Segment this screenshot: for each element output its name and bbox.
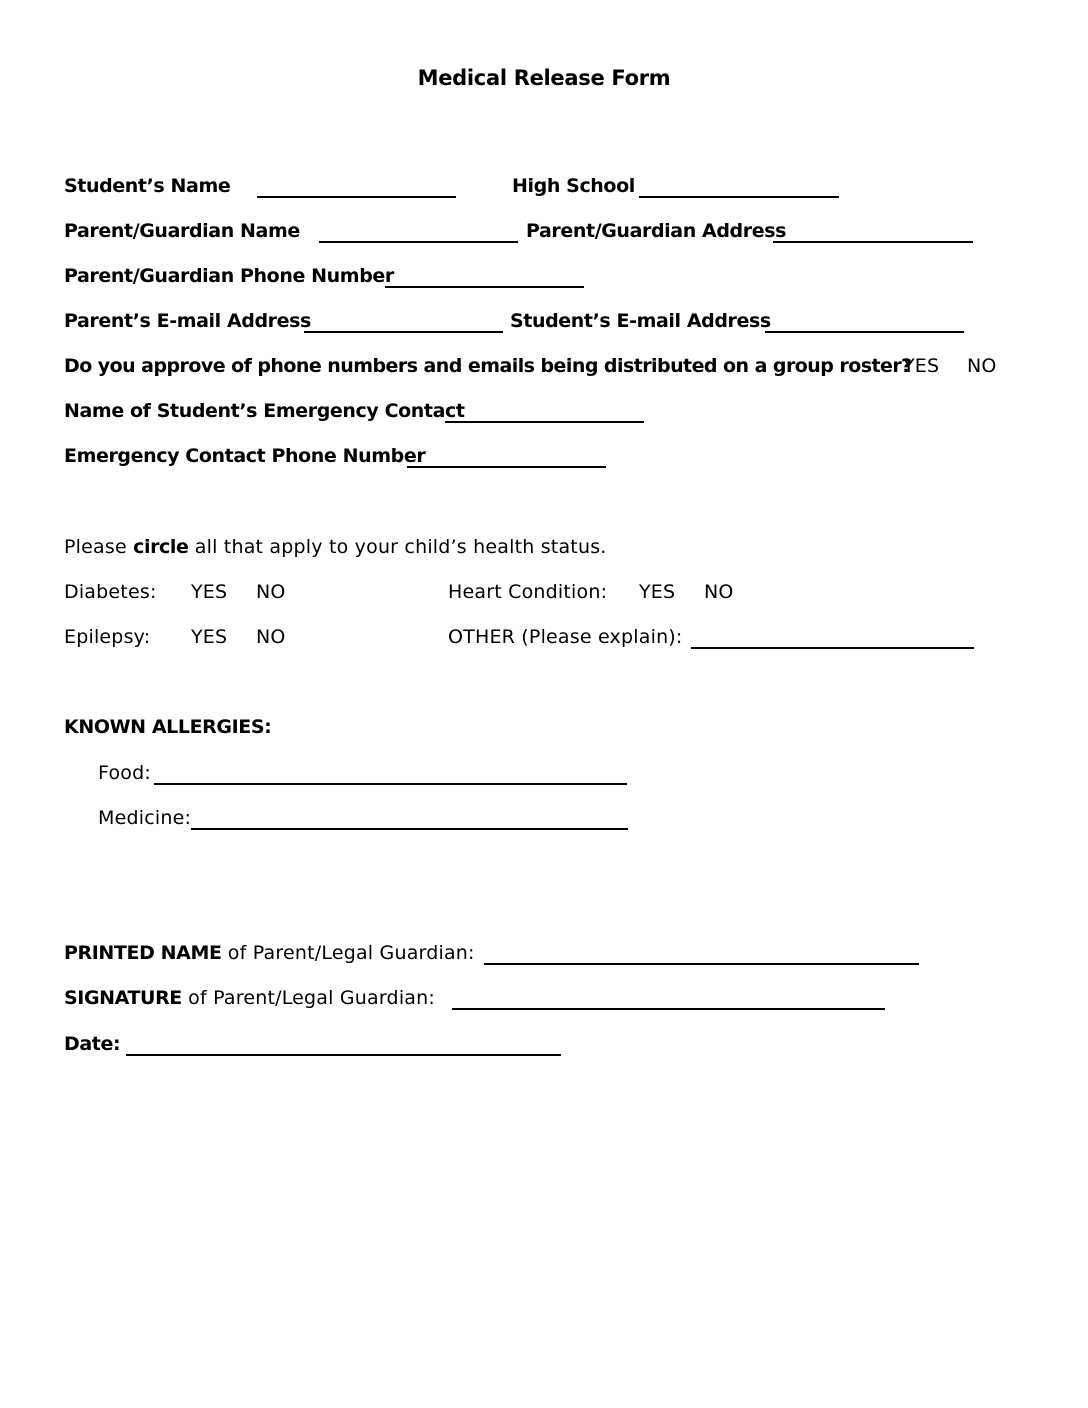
signature-rest: of Parent/Legal Guardian: xyxy=(181,987,435,1009)
other-explain-field[interactable] xyxy=(691,647,974,649)
parent-guardian-name-label: Parent/Guardian Name xyxy=(64,220,300,242)
parent-guardian-address-field[interactable] xyxy=(773,241,973,243)
printed-name-label xyxy=(64,942,475,964)
emergency-contact-phone-field[interactable] xyxy=(407,466,606,468)
roster-no-option[interactable]: NO xyxy=(967,355,997,377)
parent-email-field[interactable] xyxy=(304,331,503,333)
roster-question-label: Do you approve of phone numbers and emails being distributed on a group roster? xyxy=(64,355,912,377)
food-allergy-field[interactable] xyxy=(154,783,627,785)
student-email-label: Student’s E-mail Address xyxy=(510,310,771,332)
date-label: Date: xyxy=(64,1033,121,1055)
printed-name-bold: PRINTED NAME xyxy=(64,942,222,964)
health-intro-text xyxy=(64,536,607,558)
printed-name-rest: of Parent/Legal Guardian: xyxy=(221,942,475,964)
roster-yes-option[interactable]: YES xyxy=(903,355,940,377)
high-school-label: High School xyxy=(512,175,635,197)
students-name-field[interactable] xyxy=(257,196,456,198)
health-intro-prefix: Please xyxy=(64,536,134,558)
parent-guardian-phone-field[interactable] xyxy=(385,286,584,288)
diabetes-label: Diabetes: xyxy=(64,581,157,603)
epilepsy-no-option[interactable]: NO xyxy=(256,626,286,648)
high-school-field[interactable] xyxy=(639,196,839,198)
students-name-label: Student’s Name xyxy=(64,175,231,197)
medicine-allergy-field[interactable] xyxy=(191,828,628,830)
diabetes-no-option[interactable]: NO xyxy=(256,581,286,603)
health-intro-circle: circle xyxy=(133,536,189,558)
signature-field[interactable] xyxy=(452,1008,885,1010)
signature-bold: SIGNATURE xyxy=(64,987,182,1009)
other-label: OTHER (Please explain): xyxy=(448,626,683,648)
parent-guardian-phone-label: Parent/Guardian Phone Number xyxy=(64,265,394,287)
signature-label xyxy=(64,987,435,1009)
food-label: Food: xyxy=(98,762,151,784)
emergency-contact-name-label: Name of Student’s Emergency Contact xyxy=(64,400,465,422)
page-title: Medical Release Form xyxy=(417,66,671,90)
heart-yes-option[interactable]: YES xyxy=(639,581,676,603)
date-field[interactable] xyxy=(126,1054,561,1056)
parent-email-label: Parent’s E-mail Address xyxy=(64,310,311,332)
student-email-field[interactable] xyxy=(765,331,964,333)
parent-guardian-address-label: Parent/Guardian Address xyxy=(526,220,787,242)
emergency-contact-phone-label: Emergency Contact Phone Number xyxy=(64,445,426,467)
medicine-label: Medicine: xyxy=(98,807,192,829)
epilepsy-label: Epilepsy: xyxy=(64,626,151,648)
heart-no-option[interactable]: NO xyxy=(704,581,734,603)
emergency-contact-name-field[interactable] xyxy=(445,421,644,423)
parent-guardian-name-field[interactable] xyxy=(319,241,518,243)
heart-condition-label: Heart Condition: xyxy=(448,581,608,603)
known-allergies-heading: KNOWN ALLERGIES: xyxy=(64,716,272,738)
health-intro-suffix: all that apply to your child’s health status. xyxy=(188,536,607,558)
diabetes-yes-option[interactable]: YES xyxy=(191,581,228,603)
epilepsy-yes-option[interactable]: YES xyxy=(191,626,228,648)
printed-name-field[interactable] xyxy=(484,963,919,965)
